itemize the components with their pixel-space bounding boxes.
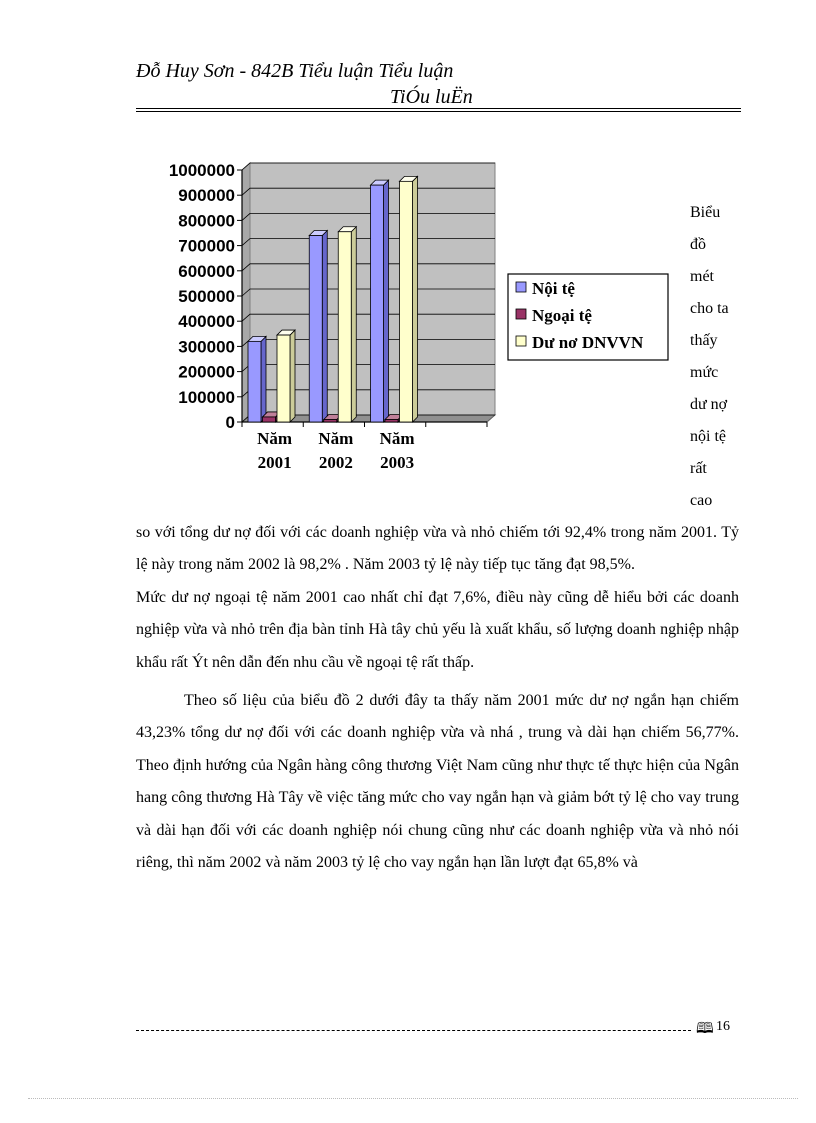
paragraph-2: Mức dư nợ ngoại tệ năm 2001 cao nhất chỉ đạt 7,6%, điều này cũng dễ hiểu bởi các doanh nghiệp vừa và nhỏ trên địa bàn tỉnh Hà tây chủ yếu là xuất khẩu, số lượng doanh nghiệp nhập khẩu rất Ýt nên dẫn đến nhu cầu về ngoại tệ rất thấp. [136, 588, 739, 671]
page-header [136, 58, 596, 110]
y-tick-label: 700000 [178, 236, 235, 256]
bar [263, 417, 276, 422]
header-rule [136, 108, 741, 109]
legend-swatch [516, 309, 526, 319]
side-word: thấy [690, 332, 718, 349]
legend-label: Ngoại tệ [532, 306, 592, 325]
bar-side [384, 180, 389, 422]
side-word: dư nợ [690, 396, 728, 413]
legend-label: Dư nơ DNVVN [532, 333, 644, 352]
bar-chart [150, 156, 680, 486]
x-tick-label: 2003 [380, 453, 415, 472]
header-line-2: TiÓu luËn [390, 86, 473, 108]
bar [385, 419, 398, 422]
side-word: Biểu [690, 204, 721, 221]
side-word: đồ [690, 236, 706, 253]
paragraph-1: so với tổng dư nợ đối với các doanh nghiệp vừa và nhỏ chiếm tới 92,4% trong năm 2001. Tỷ lệ này trong năm 2002 là 98,2% . Năm 2003 tỷ lệ này tiếp tục tăng đạt 98,5%. [136, 524, 739, 574]
side-word: cao [690, 492, 713, 509]
y-tick-label: 600000 [178, 261, 235, 281]
book-icon: 🕮 [696, 1021, 714, 1037]
body-text [136, 517, 739, 879]
y-tick-label: 300000 [178, 337, 235, 357]
legend-swatch [516, 336, 526, 346]
side-word: mức [690, 364, 719, 381]
bar [277, 335, 290, 422]
y-tick-label: 900000 [178, 186, 235, 206]
page-bottom-border [28, 1098, 798, 1099]
side-word: rất [690, 460, 707, 477]
y-tick-label: 1000000 [168, 161, 235, 180]
x-tick-label: Năm [257, 429, 293, 448]
side-text-column [690, 197, 742, 517]
header-line-1: Đỗ Huy Sơn - 842B Tiểu luận Tiểu luận [136, 60, 454, 82]
bar [324, 419, 337, 422]
bar-side [290, 330, 295, 422]
bar-side [413, 176, 418, 422]
bar [309, 236, 322, 422]
bar-side [351, 227, 356, 422]
bar [248, 341, 261, 422]
bar-side [261, 336, 266, 422]
x-tick-label: Năm [379, 429, 415, 448]
y-tick-label: 0 [225, 413, 235, 432]
x-tick-label: Năm [318, 429, 354, 448]
page-number: 16 [716, 1019, 730, 1034]
x-tick-label: 2001 [257, 453, 292, 472]
bar [338, 232, 351, 422]
y-tick-label: 100000 [178, 387, 235, 407]
y-tick-label: 500000 [178, 287, 235, 306]
y-tick-label: 800000 [178, 211, 235, 231]
paragraph-3: Theo số liệu của biểu đồ 2 dưới đây ta thấy năm 2001 mức dư nợ ngắn hạn chiếm 43,23% tổng dư nợ đối với các doanh nghiệp vừa và nhá , trung và dài hạn chiếm 56,77%. Theo định hướng của Ngân hàng công thương Việt Nam cũng như thực tế thực hiện của Ngân hang công thương Hà Tây về việc tăng mức cho vay ngắn hạn và giảm bớt tỷ lệ cho vay trung và dài hạn đối với các doanh nghiệp nói chung cũng như các doanh nghiệp vừa và nhỏ nói riêng, thì năm 2002 và năm 2003 tỷ lệ cho vay ngắn hạn lần lượt đạt 65,8% và [136, 692, 739, 872]
bar-side [322, 231, 327, 422]
bar [371, 185, 384, 422]
x-tick-label: 2002 [318, 453, 353, 472]
legend-label: Nội tệ [532, 279, 575, 298]
bar [400, 181, 413, 422]
page-footer [136, 1018, 742, 1036]
footer-dotted-line [136, 1030, 691, 1031]
header-rule-secondary [136, 111, 741, 112]
y-tick-label: 200000 [178, 362, 235, 382]
y-tick-label: 400000 [178, 312, 235, 332]
legend-swatch [516, 282, 526, 292]
side-word: nội tệ [690, 428, 726, 445]
side-word: mét [690, 268, 714, 285]
side-word: cho ta [690, 300, 729, 317]
